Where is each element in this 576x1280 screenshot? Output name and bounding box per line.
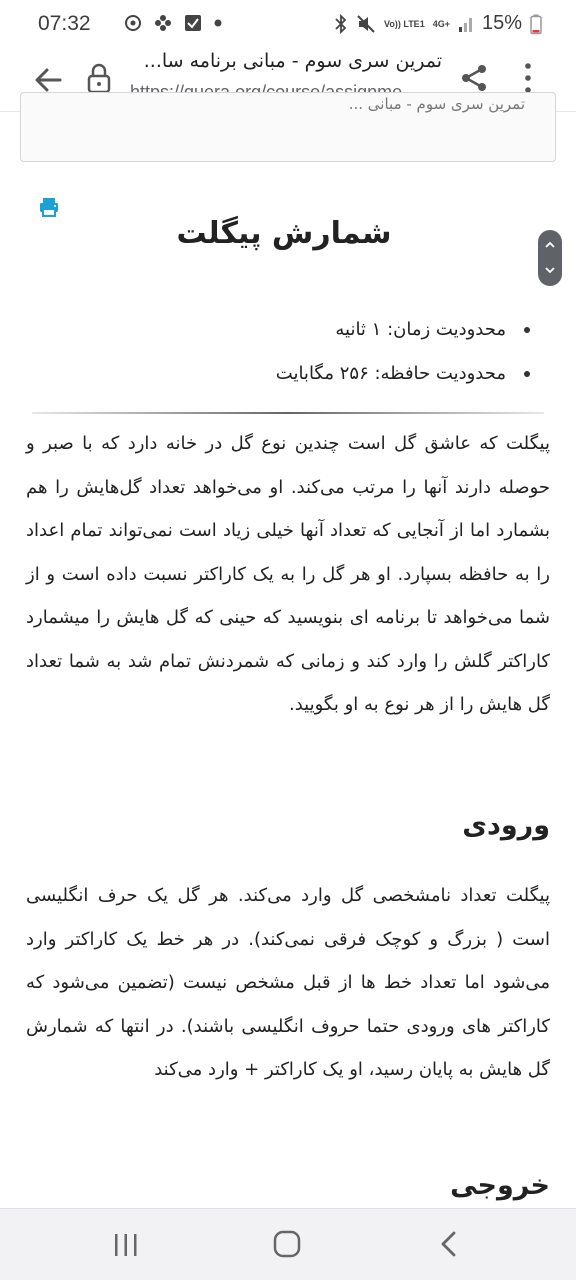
notification-icons	[124, 14, 222, 32]
signal-icon	[458, 15, 474, 33]
previous-section-text: تمرین سری سوم - مبانی ...	[348, 95, 525, 113]
dot-icon	[214, 19, 222, 27]
input-heading: ورودی	[462, 810, 550, 841]
memory-limit: محدودیت حافظه: ۲۵۶ مگابایت	[276, 352, 508, 396]
more-vert-icon[interactable]	[512, 60, 544, 96]
nav-back-icon[interactable]	[436, 1229, 462, 1259]
page-content	[0, 95, 576, 1208]
pinwheel-icon	[154, 14, 172, 32]
home-icon[interactable]	[272, 1229, 302, 1259]
data-saver-icon	[124, 14, 142, 32]
recent-apps-icon[interactable]	[112, 1231, 140, 1259]
checkbox-icon	[184, 14, 202, 32]
mute-icon	[356, 14, 376, 34]
limits-list	[276, 308, 508, 396]
divider	[32, 412, 544, 414]
network-label-4g: 4G+	[432, 18, 450, 29]
bluetooth-icon	[334, 14, 348, 34]
scroll-down-icon	[538, 258, 562, 286]
page-tab-title[interactable]: تمرین سری سوم - مبانی برنامه سا...	[143, 50, 442, 72]
status-bar	[0, 0, 576, 48]
input-description: پیگلت تعداد نامشخصی گل وارد می‌کند. هر گل یک حرف انگلیسی است ( بزرگ و کوچک فرقی نمی‌کند). در هر خط یک کاراکتر وارد می‌شود اما تعداد خط ها از قبل مشخص نیست (تضمین می‌شود که کاراکتر های ورودی حتما حروف انگلیسی باشند). در انتها که شمارش گل هایش به پایان رسید، او یک کاراکتر + وارد می‌کند	[26, 885, 550, 1080]
status-time: 07:32	[38, 12, 91, 35]
system-nav-bar	[0, 1208, 576, 1280]
battery-icon	[530, 14, 542, 34]
status-right	[334, 12, 542, 35]
problem-statement: پیگلت که عاشق گل است چندین نوع گل در خانه دارد که با صبر و حوصله دارند آنها را مرتب می‌کند. او می‌خواهد تعداد گل‌هایش را هم بشمارد اما از آنجایی که تعداد آنها خیلی زیاد است نمی‌تواند تمام اعداد را به حافظه بسپارد. او هر گل را به یک کاراکتر نسبت داده است و از شما می‌خواهد تا برنامه ای بنویسید که حینی که گل هایش را میشمارد کاراکتر گلش را وارد کند و زمانی که شمردنش تمام شد به شما تعداد گل هایش را از هر نوع به او بگویید.	[26, 433, 550, 715]
problem-title: شمارش پیگلت	[176, 216, 392, 251]
share-icon[interactable]	[458, 62, 490, 94]
battery-percent: 15%	[481, 12, 522, 34]
time-limit: محدودیت زمان: ۱ ثانیه	[276, 308, 508, 352]
previous-section-box	[20, 92, 556, 162]
network-label-volte: Vo)) LTE1	[384, 18, 425, 29]
lock-icon[interactable]	[84, 62, 114, 96]
print-icon[interactable]	[38, 196, 60, 218]
output-heading: خروجی	[450, 1170, 550, 1201]
